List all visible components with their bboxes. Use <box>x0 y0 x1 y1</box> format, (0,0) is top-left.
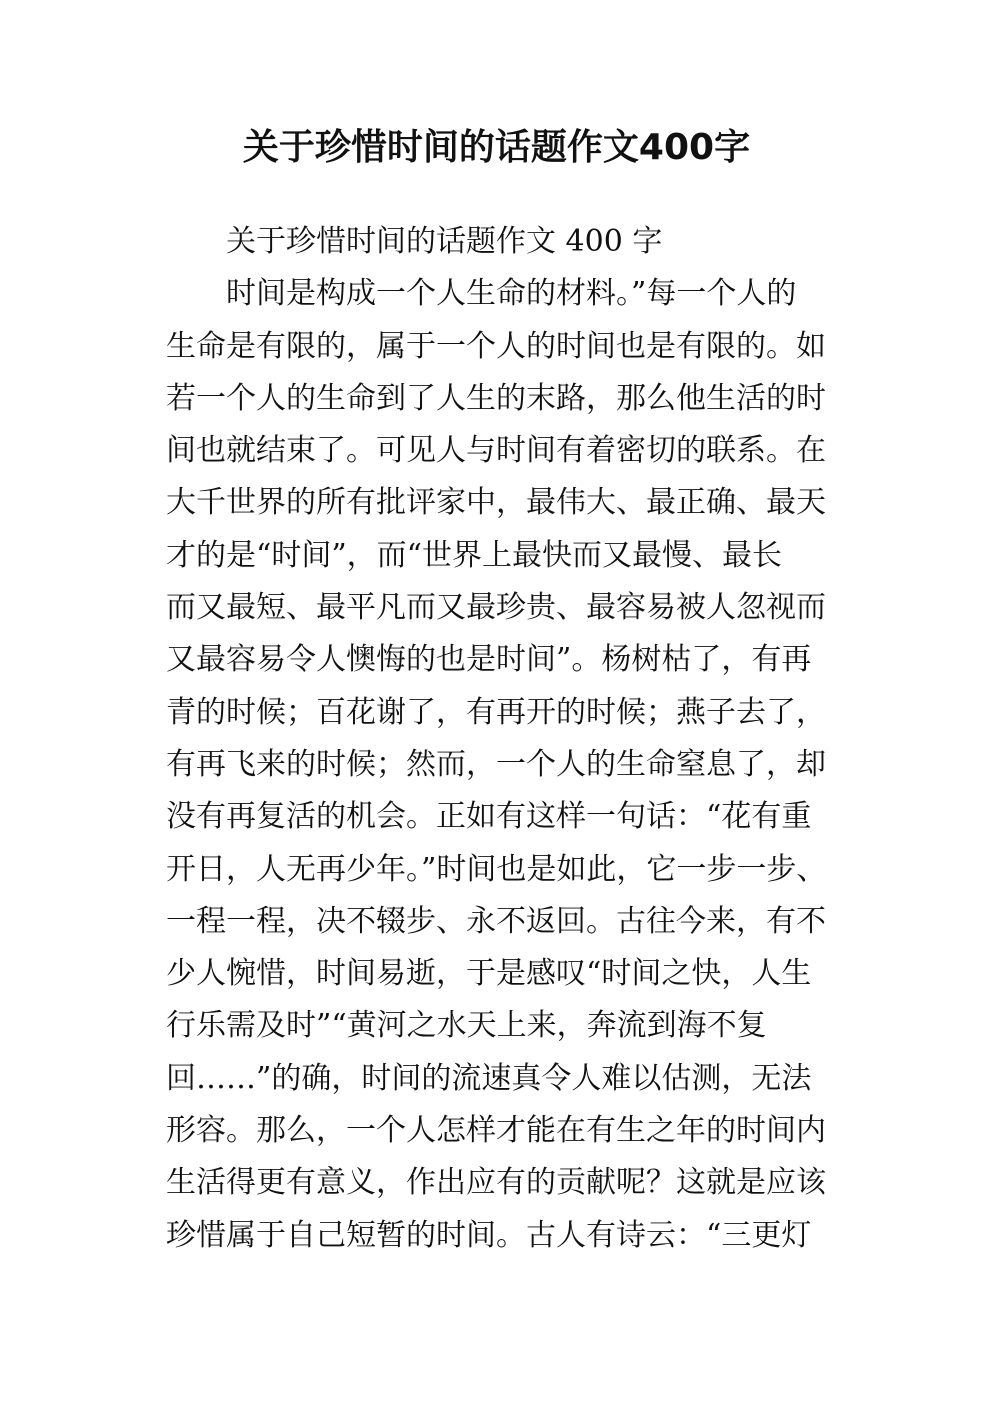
paragraph-line: 若一个人的生命到了人生的末路，那么他生活的时 <box>166 380 826 416</box>
paragraph-line: 开日，人无再少年。”时间也是如此，它一步一步、 <box>166 851 827 887</box>
paragraph-line: 少人惋惜，时间易逝，于是感叹“时间之快，人生 <box>166 956 812 992</box>
document-title: 关于珍惜时间的话题作文400字 <box>242 127 751 168</box>
paragraph-line: 形容。那么，一个人怎样才能在有生之年的时间内 <box>166 1113 826 1149</box>
paragraph-line: 大千世界的所有批评家中，最伟大、最正确、最天 <box>166 485 826 521</box>
paragraph-line: 青的时候；百花谢了，有再开的时候；燕子去了， <box>166 694 826 730</box>
paragraph-line: 回……”的确，时间的流速真令人难以估测，无法 <box>166 1060 812 1096</box>
paragraph-line: 关于珍惜时间的话题作文 400 字 <box>226 224 663 259</box>
paragraph-line: 时间是构成一个人生命的材料。”每一个人的 <box>226 276 797 312</box>
paragraph-line: 没有再复活的机会。正如有这样一句话：“花有重 <box>166 799 812 835</box>
paragraph-line: 珍惜属于自己短暂的时间。古人有诗云：“三更灯 <box>166 1217 812 1253</box>
paragraph-line: 又最容易令人懊悔的也是时间”。杨树枯了，有再 <box>166 642 812 678</box>
paragraph-line: 才的是“时间”，而“世界上最快而又最慢、最长 <box>166 537 783 573</box>
paragraph-line: 有再飞来的时候；然而，一个人的生命窒息了，却 <box>166 746 826 782</box>
paragraph-line: 间也就结束了。可见人与时间有着密切的联系。在 <box>166 433 826 469</box>
document-body <box>166 216 828 1262</box>
paragraph-line: 而又最短、最平凡而又最珍贵、最容易被人忽视而 <box>166 590 826 626</box>
paragraph-line: 生活得更有意义，作出应有的贡献呢？这就是应该 <box>166 1165 826 1201</box>
paragraph-line: 行乐需及时”“黄河之水天上来，奔流到海不复 <box>166 1008 767 1044</box>
paragraph-line: 生命是有限的，属于一个人的时间也是有限的。如 <box>166 328 826 364</box>
paragraph-line: 一程一程，决不辍步、永不返回。古往今来，有不 <box>166 903 826 939</box>
